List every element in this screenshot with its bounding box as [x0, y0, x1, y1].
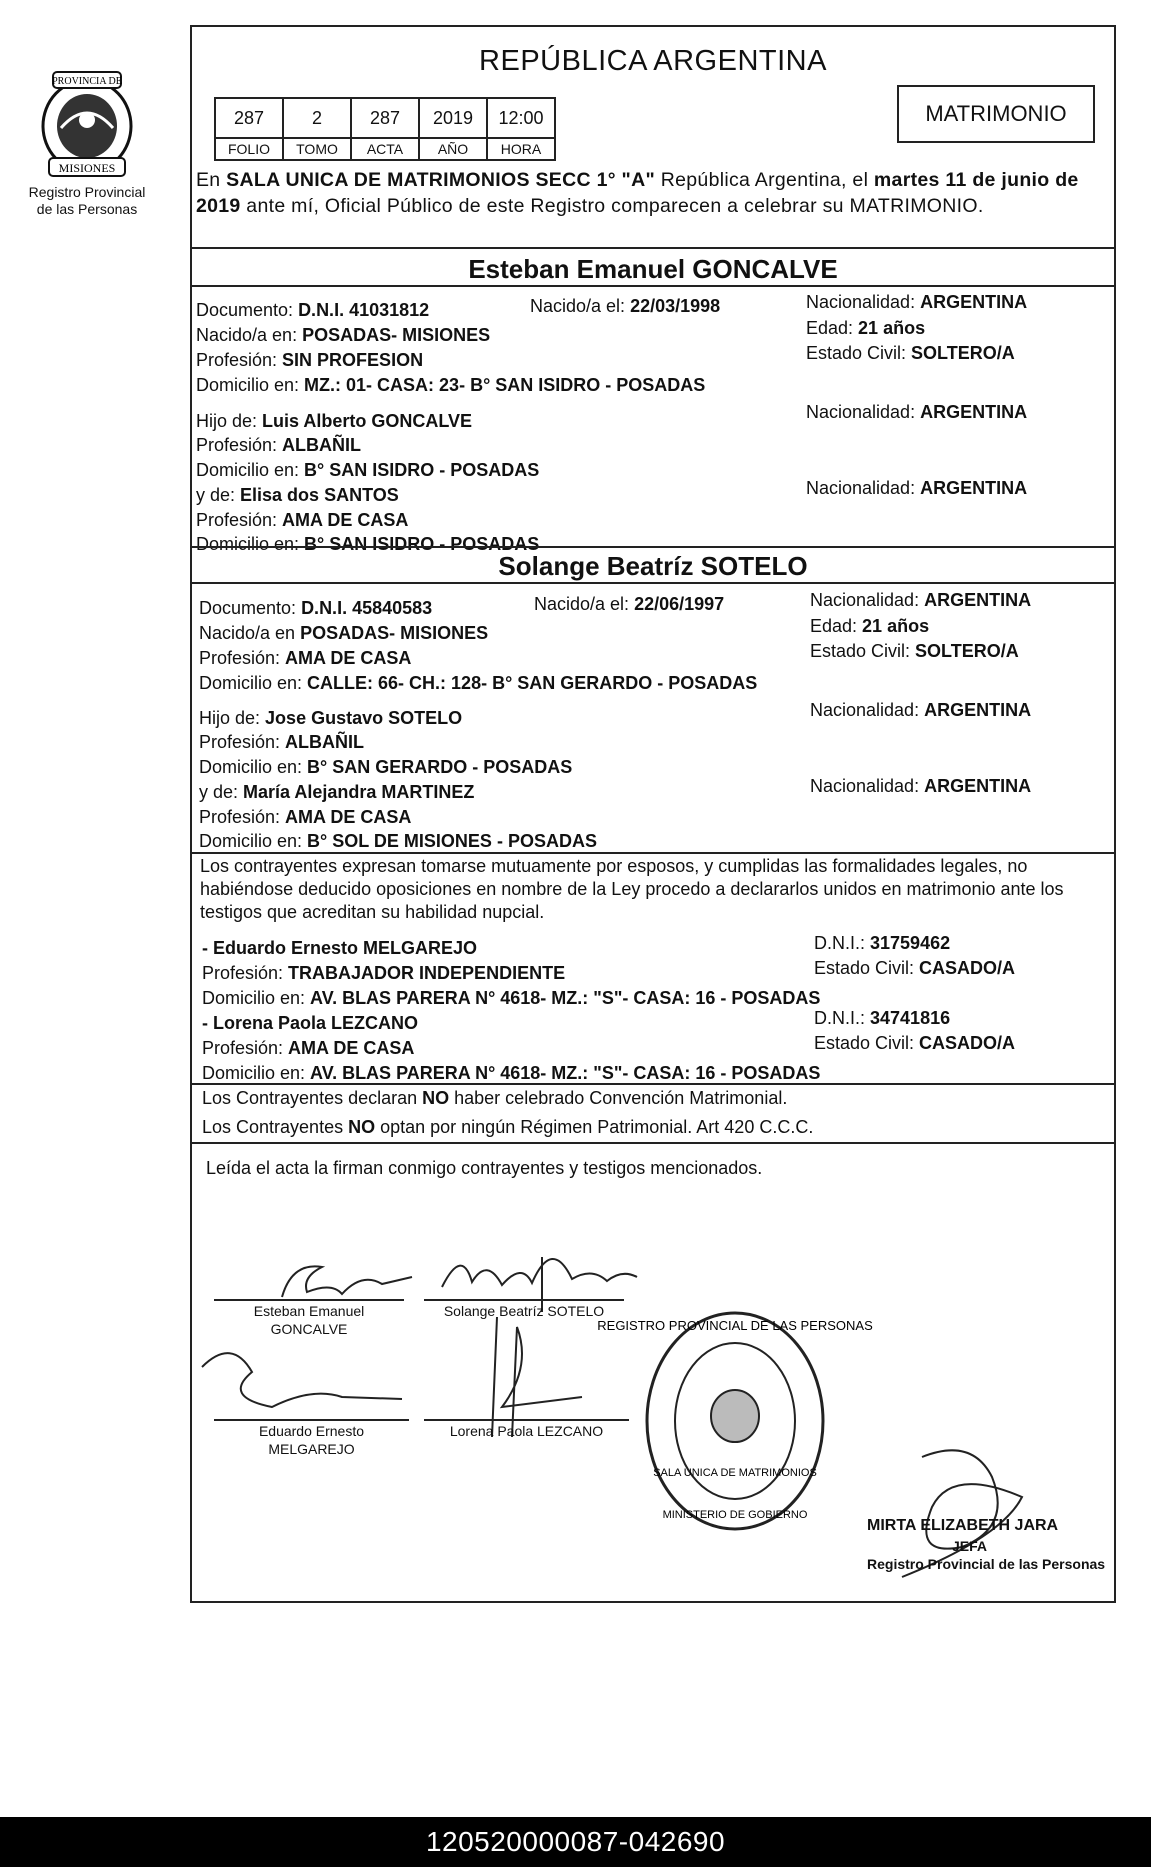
spouse2-padre: Hijo de: Jose Gustavo SOTELO: [199, 708, 463, 728]
witness2-dni: D.N.I.: 34741816: [814, 1008, 951, 1028]
spouse1-nacido-en: Nacido/a en: POSADAS- MISIONES: [196, 325, 491, 345]
certificate-type-box: MATRIMONIO: [897, 85, 1095, 143]
intro-paragraph: En SALA UNICA DE MATRIMONIOS SECC 1° "A" República Argentina, el martes 11 de junio de 2019 ante mí, Oficial Público de este Registro comparecen a celebrar su MATRIMONIO.: [196, 169, 1079, 217]
signature-label-lorena: Lorena Paola LEZCANO: [449, 1423, 604, 1439]
witness1-dni: D.N.I.: 31759462: [814, 933, 951, 953]
tomo-value: 2: [283, 98, 351, 138]
svg-text:MISIONES: MISIONES: [58, 161, 116, 175]
hora-value: 12:00: [487, 98, 555, 138]
spouse1-madre-profesion: Profesión: AMA DE CASA: [196, 510, 409, 530]
spouse1-domicilio: Domicilio en: MZ.: 01- CASA: 23- B° SAN ISIDRO - POSADAS: [196, 375, 706, 395]
spouse1-name: Esteban Emanuel GONCALVE: [468, 254, 838, 284]
registry-logo: [16, 68, 158, 218]
official-name: MIRTA ELIZABETH JARA: [867, 1517, 1059, 1534]
spouse2-documento: Documento: D.N.I. 45840583: [199, 598, 433, 618]
tomo-label: TOMO: [283, 138, 351, 160]
spouse2-edad: Edad: 21 años: [810, 616, 930, 636]
spouse1-padre: Hijo de: Luis Alberto GONCALVE: [196, 411, 473, 431]
spouse1-edad: Edad: 21 años: [806, 318, 926, 338]
spouse2-nacido-el: Nacido/a el: 22/06/1997: [534, 594, 725, 614]
witness2-domicilio: Domicilio en: AV. BLAS PARERA N° 4618- MZ.: "S"- CASA: 16 - POSADAS: [202, 1063, 821, 1083]
logo-caption-2: de las Personas: [36, 201, 138, 217]
spouse2-padre-nacionalidad: Nacionalidad: ARGENTINA: [810, 700, 1032, 720]
leida-statement: Leída el acta la firman conmigo contrayentes y testigos mencionados.: [206, 1158, 763, 1178]
folio-label: FOLIO: [215, 138, 283, 160]
spouse2-madre-profesion: Profesión: AMA DE CASA: [199, 807, 412, 827]
witness1-estado-civil: Estado Civil: CASADO/A: [814, 958, 1016, 978]
spouse1-nacido-el: Nacido/a el: 22/03/1998: [530, 296, 721, 316]
signature-label-solange: Solange Beatríz SOTELO: [443, 1303, 605, 1319]
regimen-statement: Los Contrayentes NO optan por ningún Régimen Patrimonial. Art 420 C.C.C.: [202, 1117, 814, 1137]
spouse2-name: Solange Beatríz SOTELO: [498, 551, 808, 581]
convencion-statement: Los Contrayentes declaran NO haber celebrado Convención Matrimonial.: [202, 1088, 788, 1108]
spouse2-estado-civil: Estado Civil: SOLTERO/A: [810, 641, 1019, 661]
signature-label-esteban: Esteban Emanuel GONCALVE: [253, 1303, 365, 1337]
official-office: Registro Provincial de las Personas: [867, 1556, 1106, 1572]
witness1-name: - Eduardo Ernesto MELGAREJO: [202, 938, 478, 958]
coat-of-arms-icon: [31, 68, 143, 180]
spouse2-madre: y de: María Alejandra MARTINEZ: [199, 782, 475, 802]
witness2-estado-civil: Estado Civil: CASADO/A: [814, 1033, 1016, 1053]
document-title: REPÚBLICA ARGENTINA: [479, 45, 827, 77]
spouse2-padre-profesion: Profesión: ALBAÑIL: [199, 732, 365, 752]
svg-text:MINISTERIO DE GOBIERNO: MINISTERIO DE GOBIERNO: [662, 1509, 808, 1521]
witness1-profesion: Profesión: TRABAJADOR INDEPENDIENTE: [202, 963, 566, 983]
svg-text:REGISTRO PROVINCIAL DE LAS PER: REGISTRO PROVINCIAL DE LAS PERSONAS: [597, 1318, 873, 1333]
acta-value: 287: [351, 98, 419, 138]
logo-caption-1: Registro Provincial: [28, 184, 146, 200]
spouse1-padre-nacionalidad: Nacionalidad: ARGENTINA: [806, 402, 1028, 422]
spouse1-madre: y de: Elisa dos SANTOS: [196, 485, 399, 505]
spouse2-nacido-en: Nacido/a en POSADAS- MISIONES: [199, 623, 489, 643]
spouse1-estado-civil: Estado Civil: SOLTERO/A: [806, 343, 1015, 363]
registry-seal: [597, 1306, 873, 1536]
spouse2-profesion: Profesión: AMA DE CASA: [199, 648, 412, 668]
anio-value: 2019: [419, 98, 487, 138]
svg-text:PROVINCIA DE: PROVINCIA DE: [52, 76, 122, 87]
spouse1-madre-nacionalidad: Nacionalidad: ARGENTINA: [806, 478, 1028, 498]
registry-data-table: [214, 97, 556, 161]
declaration-paragraph: Los contrayentes expresan tomarse mutuamente por esposos, y cumplidas las formalidades legales, no habiéndose deducido oposiciones en nombre de la Ley procedo a declararlos unidos en matrimonio ante los testigos que acreditan su habilidad nupcial.: [200, 856, 1064, 922]
witness1-domicilio: Domicilio en: AV. BLAS PARERA N° 4618- MZ.: "S"- CASA: 16 - POSADAS: [202, 988, 821, 1008]
anio-label: AÑO: [419, 138, 487, 160]
document-id-footer: 120520000087-042690: [0, 1817, 1151, 1867]
witness2-name: - Lorena Paola LEZCANO: [202, 1013, 419, 1033]
spouse1-padre-profesion: Profesión: ALBAÑIL: [196, 435, 362, 455]
spouse1-documento: Documento: D.N.I. 41031812: [196, 300, 430, 320]
svg-text:SALA UNICA DE MATRIMONIOS: SALA UNICA DE MATRIMONIOS: [653, 1467, 817, 1479]
spouse2-nacionalidad: Nacionalidad: ARGENTINA: [810, 590, 1032, 610]
hora-label: HORA: [487, 138, 555, 160]
folio-value: 287: [215, 98, 283, 138]
spouse1-nacionalidad: Nacionalidad: ARGENTINA: [806, 292, 1028, 312]
spouse1-padre-domicilio: Domicilio en: B° SAN ISIDRO - POSADAS: [196, 460, 540, 480]
spouse1-madre-domicilio: Domicilio en: B° SAN ISIDRO - POSADAS: [196, 534, 540, 554]
spouse2-madre-domicilio: Domicilio en: B° SOL DE MISIONES - POSADAS: [199, 831, 597, 851]
acta-label: ACTA: [351, 138, 419, 160]
spouse2-domicilio: Domicilio en: CALLE: 66- CH.: 128- B° SAN GERARDO - POSADAS: [199, 673, 758, 693]
witness2-profesion: Profesión: AMA DE CASA: [202, 1038, 415, 1058]
spouse1-profesion: Profesión: SIN PROFESION: [196, 350, 424, 370]
signature-label-eduardo: Eduardo Ernesto MELGAREJO: [258, 1423, 365, 1457]
official-role: JEFA: [952, 1538, 988, 1554]
spouse2-madre-nacionalidad: Nacionalidad: ARGENTINA: [810, 776, 1032, 796]
spouse2-padre-domicilio: Domicilio en: B° SAN GERARDO - POSADAS: [199, 757, 573, 777]
